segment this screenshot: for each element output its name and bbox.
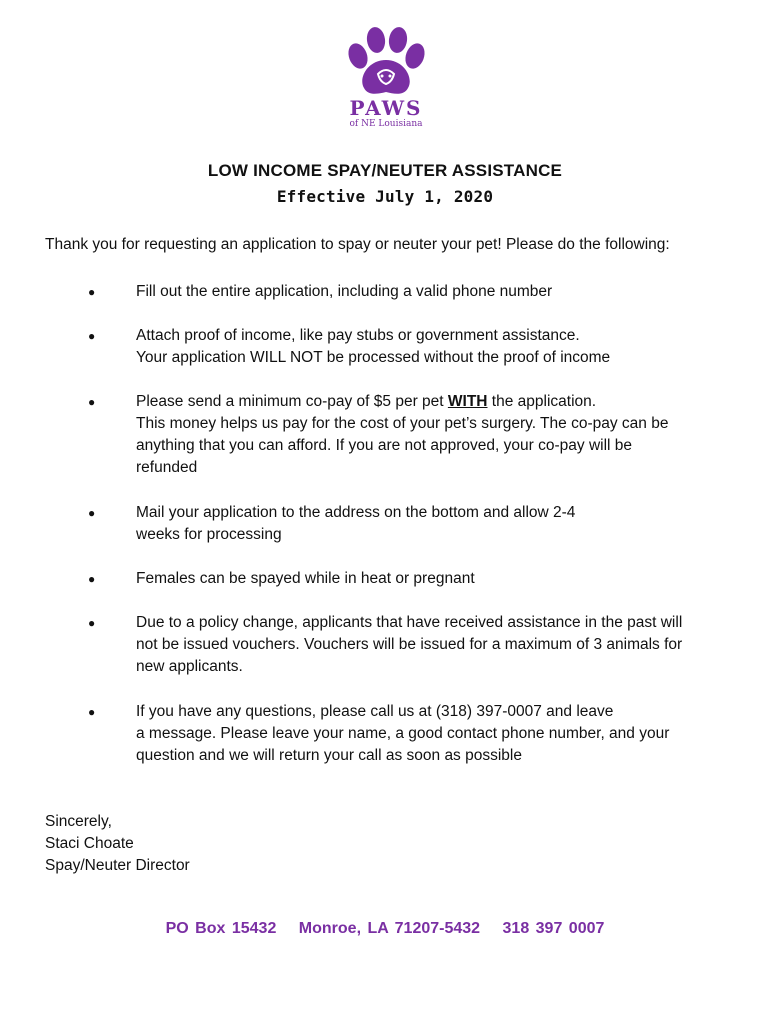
list-item-line: not be issued vouchers. Vouchers will be issued for a maximum of 3 animals for [136, 636, 683, 653]
bullet-icon: ● [88, 506, 96, 520]
list-item-line: question and we will return your call as soon as possible [136, 747, 522, 764]
bullet-icon: ● [88, 395, 96, 409]
list-item-line: anything that you can afford. If you are not approved, your co-pay will be [136, 437, 633, 454]
list-item-line: Females can be spayed while in heat or pregnant [136, 570, 475, 587]
list-item-line: weeks for processing [136, 526, 282, 543]
list-item-line [136, 391, 736, 413]
list-item-line: new applicants. [136, 658, 243, 675]
list-item-text [136, 325, 736, 369]
paws-logo [338, 26, 434, 132]
list-item-line: Attach proof of income, like pay stubs or government assistance. [136, 327, 580, 344]
signer-name: Staci Choate [45, 835, 134, 852]
list-item-text-after: the application. [487, 393, 597, 410]
signer-role: Spay/Neuter Director [45, 857, 190, 874]
footer-phone: 318 397 0007 [502, 920, 605, 937]
list-item-text [136, 281, 736, 303]
list-item-line: a message. Please leave your name, a good contact phone number, and your [136, 725, 670, 742]
logo-subtitle: of NE Louisiana [349, 119, 423, 129]
list-item-line: If you have any questions, please call us at (318) 397-0007 and leave [136, 703, 614, 720]
bullet-icon: ● [88, 572, 96, 586]
list-item-line: Mail your application to the address on the bottom and allow 2-4 [136, 504, 576, 521]
intro-text: Thank you for requesting an application to spay or neuter your pet! Please do the following: [45, 236, 670, 253]
footer-pobox: PO Box 15432 [165, 920, 277, 937]
list-item-line: This money helps us pay for the cost of your pet’s surgery. The co-pay can be [136, 415, 669, 432]
closing-block [45, 811, 190, 877]
list-item-text [136, 391, 736, 479]
bullet-icon: ● [88, 285, 96, 299]
effective-date: Effective July 1, 2020 [276, 187, 494, 206]
list-item-text [136, 612, 736, 678]
list-item-line: Your application WILL NOT be processed without the proof of income [136, 349, 611, 366]
list-item-line: Due to a policy change, applicants that have received assistance in the past will [136, 614, 683, 631]
list-item-text [136, 502, 736, 546]
emphasis-text: WITH [447, 393, 488, 410]
list-item-text [136, 701, 736, 767]
paw-print-icon [338, 26, 434, 101]
list-item-line: refunded [136, 459, 198, 476]
footer-contact [0, 920, 770, 938]
bullet-icon: ● [88, 616, 96, 630]
footer-city: Monroe, LA 71207-5432 [298, 920, 481, 937]
list-item-text [136, 568, 736, 590]
list-item-text-before: Please send a minimum co-pay of $5 per pet [136, 393, 448, 410]
bullet-icon: ● [88, 329, 96, 343]
list-item-line: Fill out the entire application, including a valid phone number [136, 283, 553, 300]
logo-name: PAWS [349, 96, 423, 120]
document-title: LOW INCOME SPAY/NEUTER ASSISTANCE [207, 161, 563, 180]
salutation: Sincerely, [45, 813, 112, 830]
bullet-icon: ● [88, 705, 96, 719]
